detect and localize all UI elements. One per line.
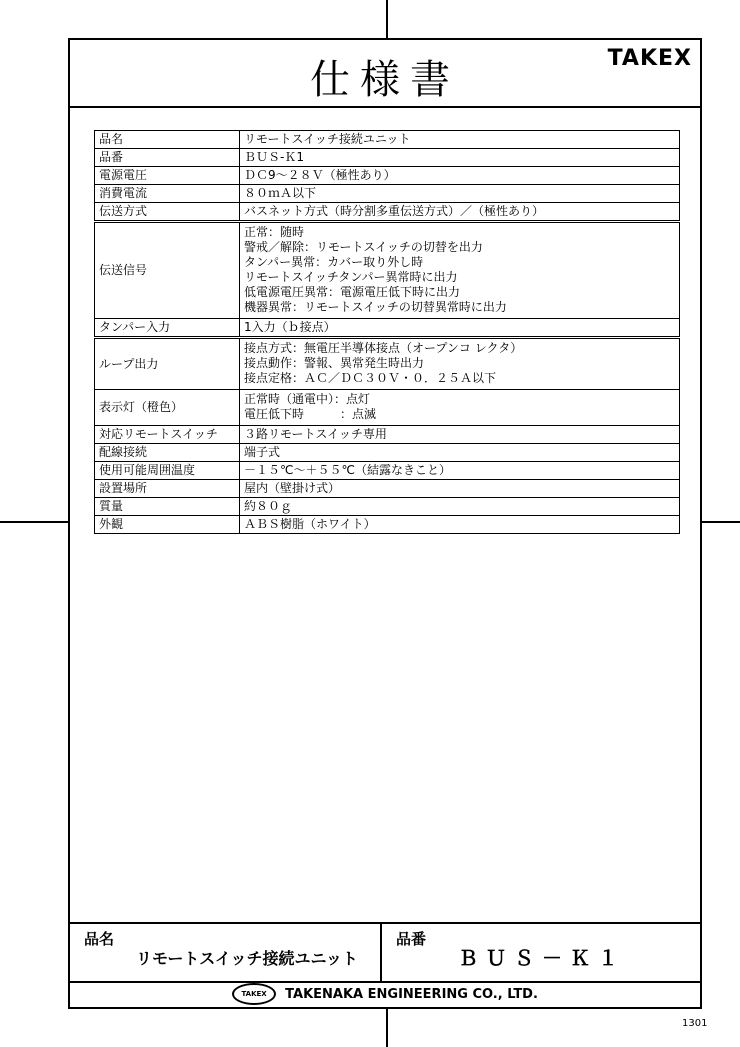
spec-value [240,222,680,319]
spec-row [95,426,680,444]
spec-value-line: ＤＣ9～２８Ｖ（極性あり） [244,168,396,182]
crop-mark-left [0,521,68,523]
spec-key: 品番 [95,149,240,167]
spec-value-line: 接点動作：警報、異常発生時出力 [244,356,425,370]
spec-table [94,130,680,534]
company-footer [70,983,700,1009]
spec-value-line: ３路リモートスイッチ専用 [244,427,387,441]
spec-key: 伝送方式 [95,203,240,222]
brand-logo: TAKEX [607,46,692,71]
company-logo-icon: TAKEX [232,983,276,1005]
spec-value [240,131,680,149]
spec-row [95,203,680,222]
crop-mark-top [386,0,388,38]
spec-value-line: リモートスイッチ接続ユニット [244,132,411,146]
spec-key: 質量 [95,498,240,516]
spec-key: 消費電流 [95,185,240,203]
spec-key: 設置場所 [95,480,240,498]
spec-key: タンパー入力 [95,319,240,338]
spec-value-line: 機器異常：リモートスイッチの切替異常時に出力 [244,300,507,314]
company-name: TAKENAKA ENGINEERING CO., LTD. [285,986,538,1002]
spec-value [240,319,680,338]
spec-value-line: 低電源電圧異常：電源電圧低下時に出力 [244,285,461,299]
crop-mark-bottom [386,1009,388,1047]
title-block-divider [380,924,382,981]
spec-value-line: ＡＢＳ樹脂（ホワイト） [244,517,376,531]
spec-value-line: 正常時（通電中）：点灯 [244,392,371,406]
spec-value-line: リモートスイッチタンパー異常時に出力 [244,270,458,284]
spec-value [240,185,680,203]
spec-value-line: 1入力（ｂ接点） [244,320,336,334]
spec-value-line: 約８０ｇ [244,499,293,513]
spec-value [240,498,680,516]
product-name-label: 品名 [84,930,115,948]
spec-key: 使用可能周囲温度 [95,462,240,480]
spec-value [240,338,680,390]
spec-value [240,480,680,498]
spec-value-line: ８０ｍＡ以下 [244,186,317,200]
spec-key: 配線接続 [95,444,240,462]
spec-key: 品名 [95,131,240,149]
document-frame [68,38,702,1009]
spec-key: 表示灯（橙色） [95,390,240,426]
product-name-value: リモートスイッチ接続ユニット [136,949,358,968]
spec-value [240,444,680,462]
spec-value [240,426,680,444]
page-number: 1301 [682,1018,708,1029]
crop-mark-right [702,521,740,523]
spec-row [95,516,680,534]
spec-row [95,444,680,462]
spec-value [240,462,680,480]
spec-value-line: タンパー異常：カバー取り外し時 [244,255,424,269]
spec-key: 対応リモートスイッチ [95,426,240,444]
spec-key: 外観 [95,516,240,534]
spec-value [240,149,680,167]
spec-value-line: バスネット方式（時分割多重伝送方式）／（極性あり） [244,204,545,218]
document-title: 仕様書 [310,57,460,103]
spec-row [95,167,680,185]
spec-row [95,131,680,149]
title-block [70,922,700,983]
spec-value-line: 電圧低下時 ：点滅 [244,407,377,421]
spec-value [240,203,680,222]
product-number-label: 品番 [396,930,427,948]
spec-value-line: －１５℃～＋５５℃（結露なきこと） [244,463,451,477]
spec-value-line: 端子式 [244,445,281,459]
spec-row [95,185,680,203]
spec-value-line: ＢＵＳ-Ｋ1 [244,150,304,164]
spec-value [240,516,680,534]
product-number-value: ＢＵＳ－Ｋ１ [458,946,626,970]
spec-row [95,480,680,498]
spec-value [240,390,680,426]
spec-row [95,222,680,319]
spec-key: 電源電圧 [95,167,240,185]
spec-key: 伝送信号 [95,222,240,319]
title-row [70,40,700,108]
spec-row [95,319,680,338]
spec-value-line: 屋内（壁掛け式） [244,481,341,495]
spec-row [95,149,680,167]
spec-row [95,498,680,516]
spec-row [95,338,680,390]
spec-key: ループ出力 [95,338,240,390]
spec-row [95,462,680,480]
spec-value [240,167,680,185]
spec-value-line: 接点定格：ＡＣ／ＤＣ３０Ｖ・０．２５Ａ以下 [244,371,497,385]
spec-value-line: 正常：随時 [244,225,305,239]
spec-row [95,390,680,426]
spec-value-line: 警戒／解除：リモートスイッチの切替を出力 [244,240,483,254]
spec-value-line: 接点方式：無電圧半導体接点（オープンコ レクタ） [244,341,523,355]
